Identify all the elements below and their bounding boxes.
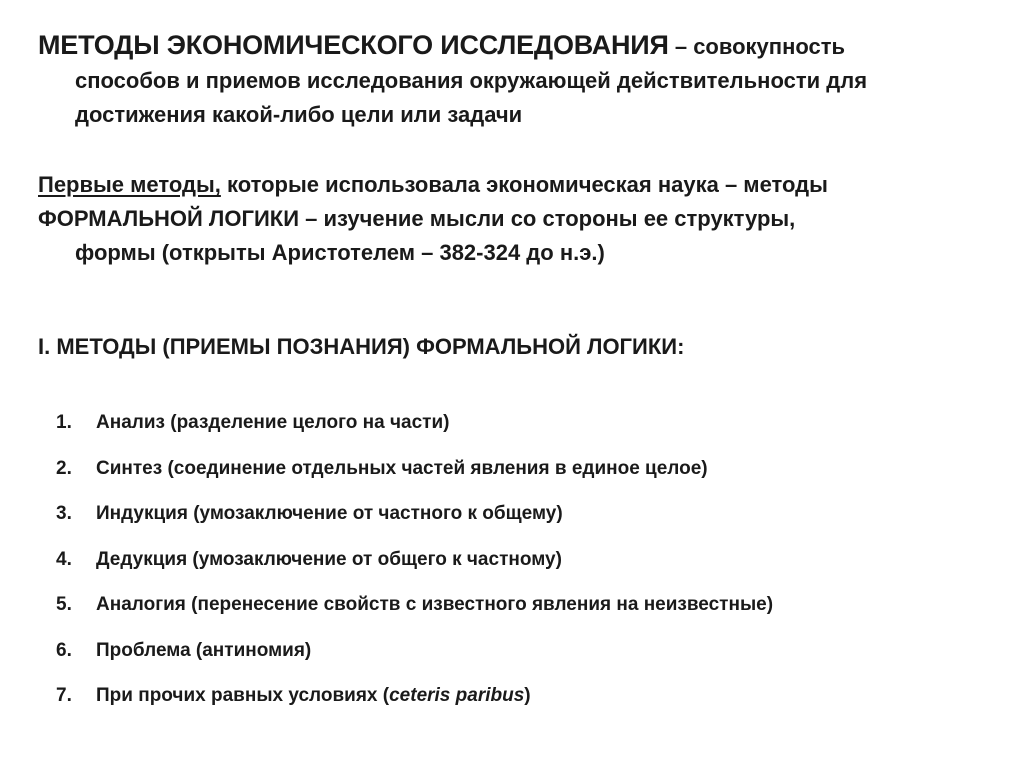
first-methods-underlined: Первые методы, bbox=[38, 172, 221, 197]
definition-term: МЕТОДЫ ЭКОНОМИЧЕСКОГО ИССЛЕДОВАНИЯ bbox=[38, 30, 669, 60]
list-item-number: 7. bbox=[56, 685, 72, 706]
list-item-number: 2. bbox=[56, 457, 72, 479]
list-item-number: 4. bbox=[56, 548, 72, 570]
first-methods-line-3: формы (открыты Аристотелем – 382-324 до н.э.) bbox=[75, 240, 605, 265]
first-methods-line-2: ФОРМАЛЬНОЙ ЛОГИКИ – изучение мысли со стороны ее структуры, bbox=[38, 206, 796, 231]
list-item-number: 1. bbox=[56, 412, 72, 433]
list-item-text: Аналогия (перенесение свойств с известного явления на неизвестные) bbox=[96, 594, 774, 615]
definition-text-line-2: способов и приемов исследования окружающей действительности для bbox=[75, 68, 868, 93]
list-item-text: Проблема (антиномия) bbox=[96, 639, 312, 661]
list-item bbox=[56, 678, 773, 724]
list-item bbox=[56, 405, 773, 451]
definition-text-line-3: достижения какой-либо цели или задачи bbox=[75, 102, 523, 127]
list-item-text: Анализ (разделение целого на части) bbox=[96, 412, 450, 433]
list-item-number: 5. bbox=[56, 594, 72, 615]
list-item-text: Дедукция (умозаключение от общего к частному) bbox=[96, 548, 562, 570]
section-heading: I. МЕТОДЫ (ПРИЕМЫ ПОЗНАНИЯ) ФОРМАЛЬНОЙ ЛОГИКИ: bbox=[38, 334, 685, 359]
first-methods-paragraph bbox=[38, 168, 998, 270]
first-methods-line-1: которые использовала экономическая наука – методы bbox=[220, 172, 828, 197]
methods-list bbox=[56, 405, 773, 724]
definition-text-line-1: – совокупность bbox=[668, 34, 846, 59]
definition-paragraph bbox=[38, 28, 998, 132]
list-item-text-italic: ceteris paribus bbox=[389, 685, 525, 706]
list-item-number: 3. bbox=[56, 503, 72, 524]
list-item bbox=[56, 496, 773, 542]
list-item-text-before: При прочих равных условиях ( bbox=[96, 685, 390, 706]
list-item bbox=[56, 542, 773, 588]
list-item-text-after: ) bbox=[524, 685, 531, 706]
list-item-text: Синтез (соединение отдельных частей явления в единое целое) bbox=[96, 457, 708, 479]
list-item bbox=[56, 451, 773, 497]
list-item bbox=[56, 633, 773, 679]
list-item bbox=[56, 587, 773, 633]
list-item-number: 6. bbox=[56, 639, 72, 661]
list-item-text: Индукция (умозаключение от частного к общему) bbox=[96, 503, 563, 524]
